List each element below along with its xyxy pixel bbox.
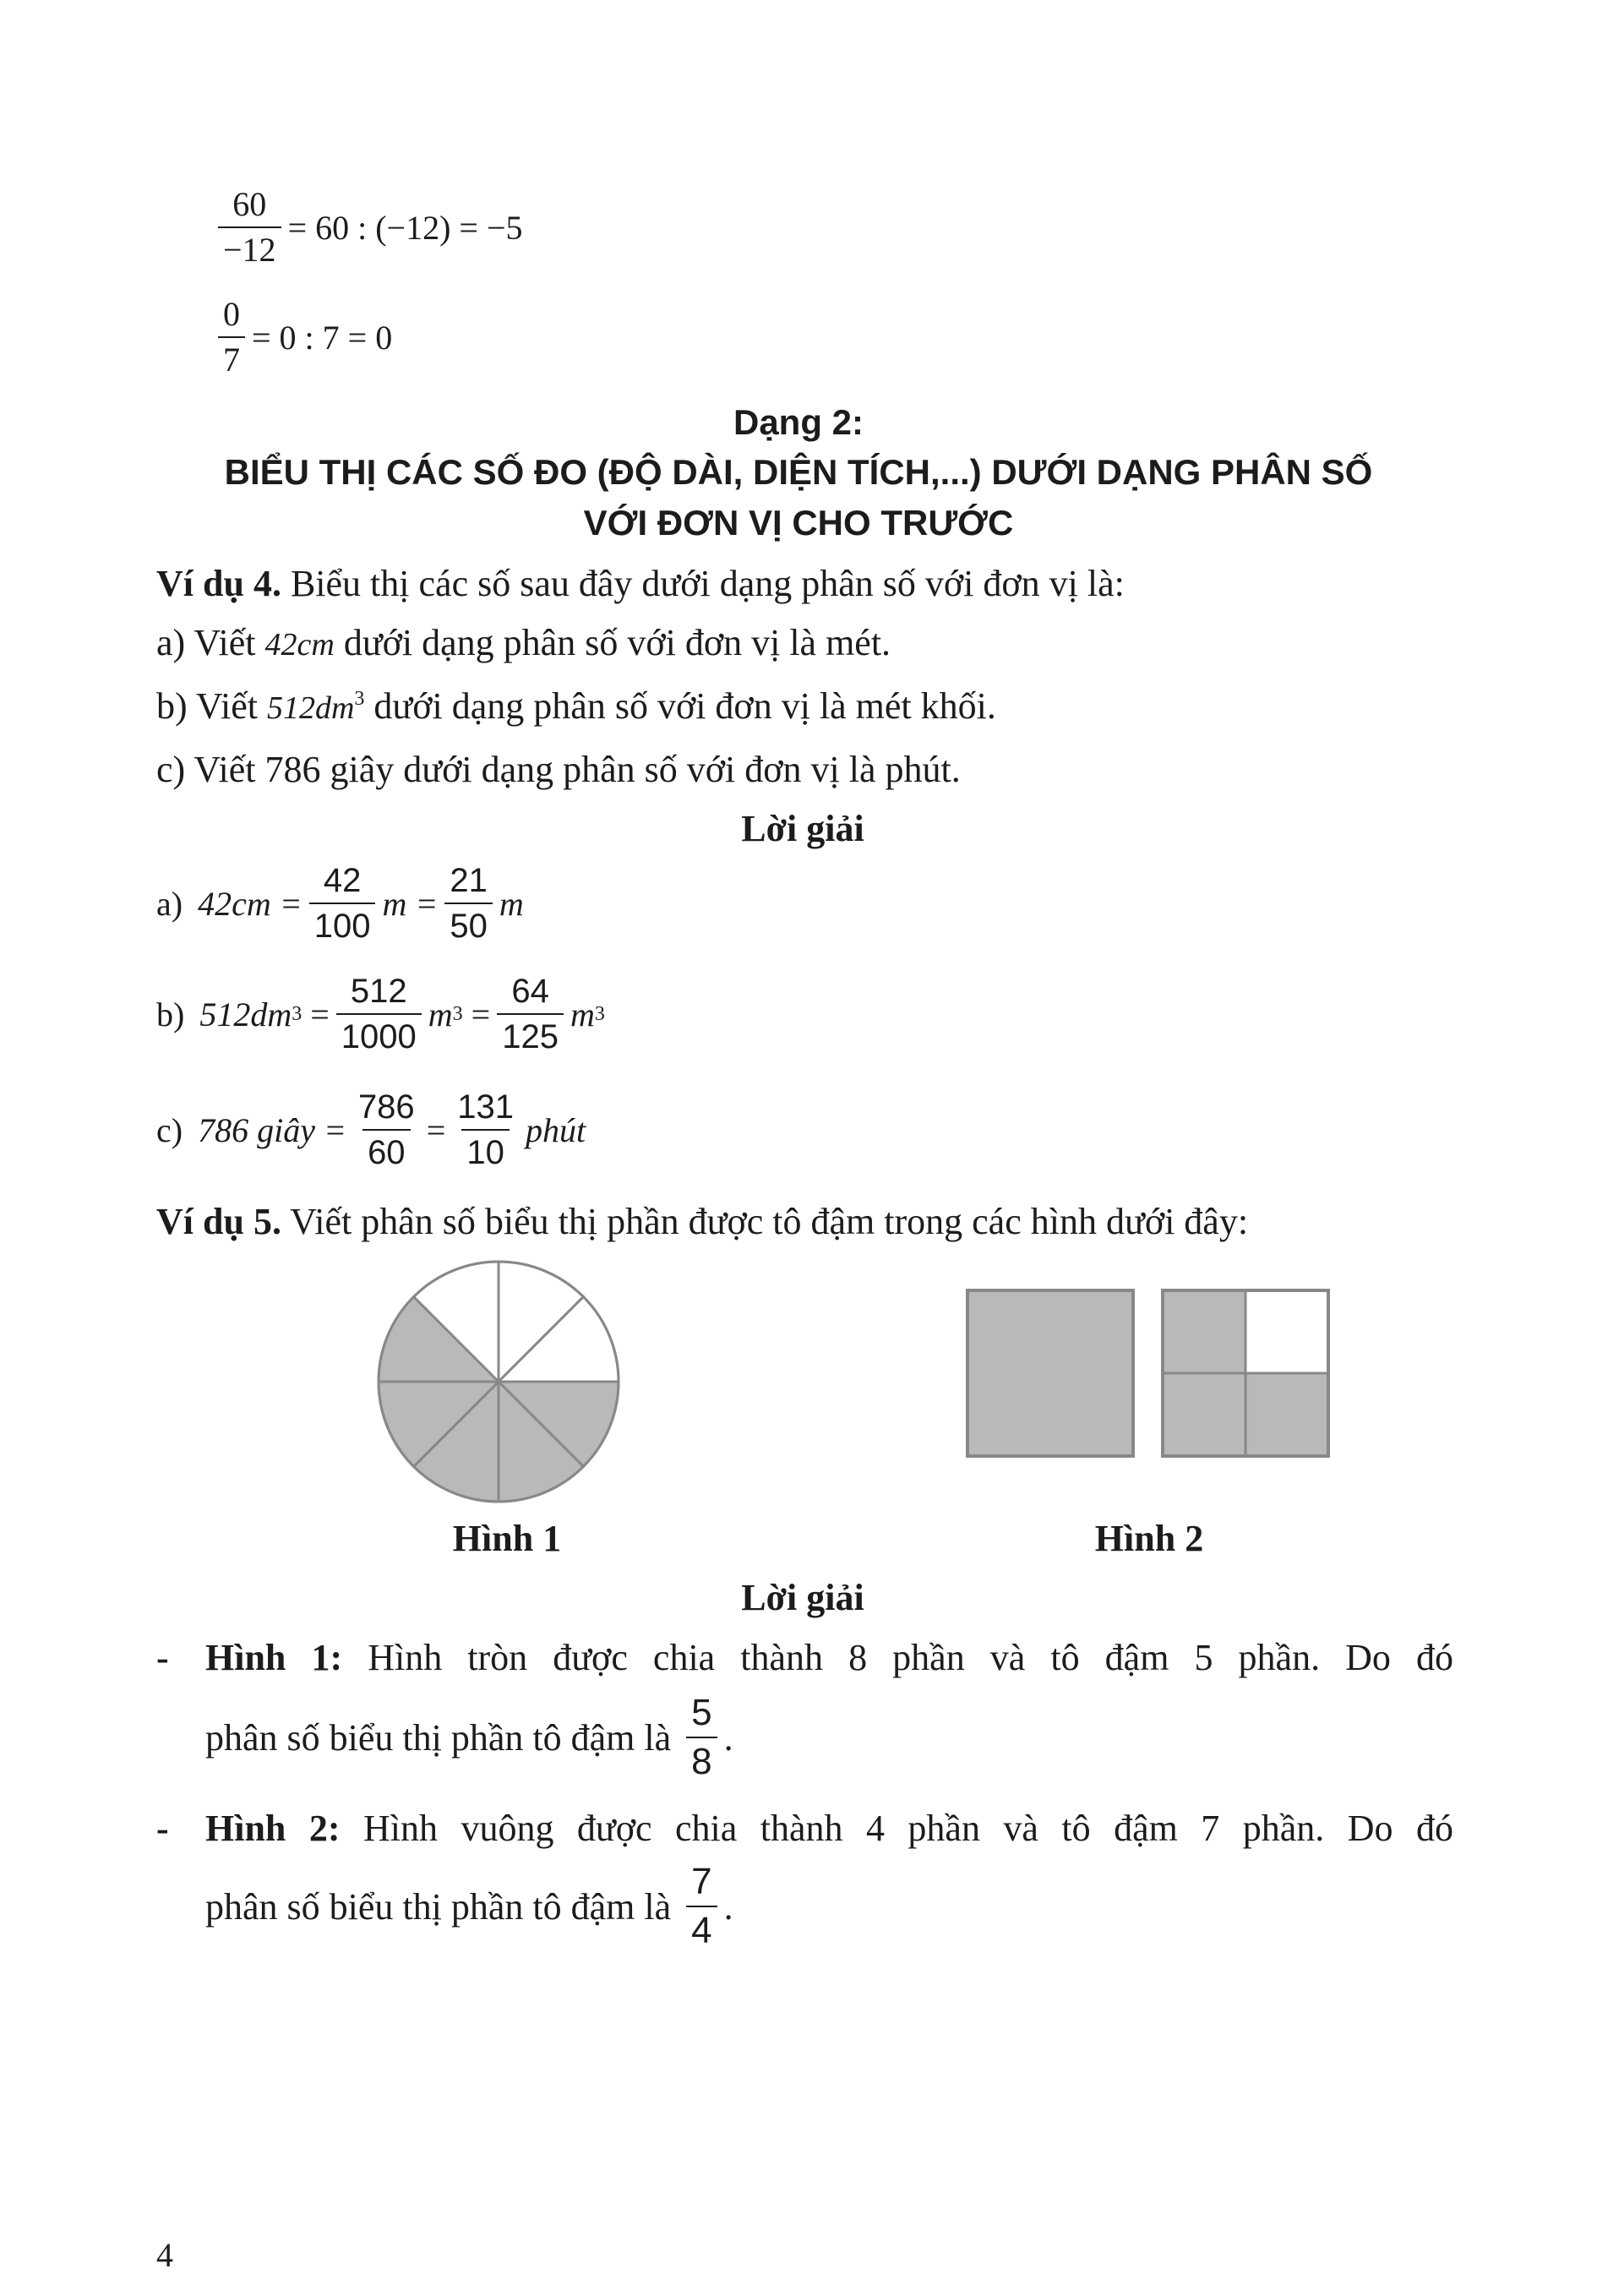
example4-item-b: b) Viết $512dm^3$ dưới dạng phân số với đơn vị là mét khối. xyxy=(156,685,996,727)
quarter-cell xyxy=(1245,1290,1328,1373)
figure1-circle xyxy=(372,1255,625,1508)
quarter-cell xyxy=(1163,1373,1245,1456)
fraction: $\frac{0}{7}$ xyxy=(218,297,245,377)
fraction: $\frac{42}{100}$ xyxy=(309,864,376,943)
fraction: $\frac{512}{1000}$ xyxy=(336,974,422,1054)
fraction: $\frac{21}{50}$ xyxy=(444,864,493,943)
solution4-title: Lời giải xyxy=(741,808,864,849)
solution4-c: c) 786 giây = $\frac{786}{60}$ = $\frac{131}{10}$ phút xyxy=(156,1088,586,1171)
figure2-caption: Hình 2 xyxy=(1094,1518,1204,1559)
fraction: $\frac{786}{60}$ xyxy=(357,1088,415,1171)
solution5-item2-line2: phân số biểu thị phần tô đậm là $\frac{7}{4}$ . xyxy=(205,1861,733,1951)
section-title-line2: VỚI ĐƠN VỊ CHO TRƯỚC xyxy=(583,503,1014,543)
example4-item-a: a) Viết 42cm dưới dạng phân số với đơn vị là mét. xyxy=(156,622,891,663)
fraction: $\frac{5}{8}$ xyxy=(686,1694,717,1781)
intro-equation-2: $\frac{0}{7}$ = 0 : 7 = 0 xyxy=(211,297,392,377)
figure2-squares xyxy=(963,1284,1335,1462)
solution5-item2: - Hình 2: Hình vuông được chia thành 4 phần và tô đậm 7 phần. Do đó xyxy=(156,1808,1453,1849)
solution5-item1-line2: phân số biểu thị phần tô đậm là $\frac{5}{8}$ . xyxy=(205,1692,733,1782)
solution4-a: a) 42cm = $\frac{42}{100}$ m = $\frac{21}{50}$ m xyxy=(156,862,524,945)
fraction: $\frac{7}{4}$ xyxy=(686,1863,717,1950)
figure1-caption: Hình 1 xyxy=(452,1518,562,1559)
solution5-item1: - Hình 1: Hình tròn được chia thành 8 phần và tô đậm 5 phần. Do đó xyxy=(156,1637,1454,1678)
intro-equation-1: $\frac{60}{-12}$ = 60 : (−12) = −5 xyxy=(211,188,523,267)
fraction: $\frac{131}{10}$ xyxy=(457,1088,514,1171)
example5-intro: Ví dụ 5. Viết phân số biểu thị phần được tô đậm trong các hình dưới đây: xyxy=(156,1201,1249,1242)
solution5-title: Lời giải xyxy=(741,1577,864,1618)
section-title-line1: BIỂU THỊ CÁC SỐ ĐO (ĐỘ DÀI, DIỆN TÍCH,...) DƯỚI DẠNG PHÂN SỐ xyxy=(224,452,1373,492)
example4-item-c: c) Viết 786 giây dưới dạng phân số với đơn vị là phút. xyxy=(156,749,961,790)
solution4-b: b) 512dm 3 = $\frac{512}{1000}$ m 3 = $\frac{64}{125}$ m 3 xyxy=(156,973,605,1055)
example4-intro: Ví dụ 4. Biểu thị các số sau đây dưới dạng phân số với đơn vị là: xyxy=(156,563,1125,604)
fraction: $\frac{64}{125}$ xyxy=(497,974,564,1054)
section-label: Dạng 2: xyxy=(733,402,864,442)
quarter-cell xyxy=(1163,1290,1245,1373)
page-number: 4 xyxy=(156,2236,173,2274)
whole-square xyxy=(967,1290,1133,1456)
quarter-cell xyxy=(1245,1373,1328,1456)
fraction: $\frac{60}{-12}$ xyxy=(218,188,281,267)
